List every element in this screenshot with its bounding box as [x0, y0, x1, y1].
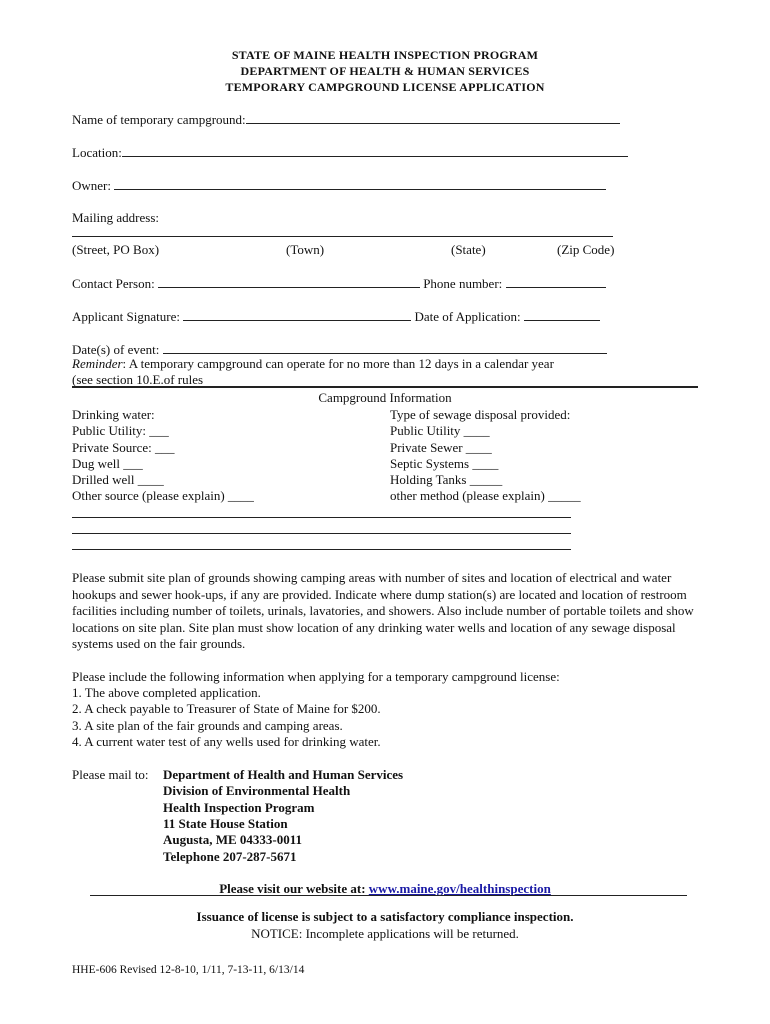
- site-plan-instructions: Please submit site plan of grounds showing camping areas with number of sites and location of electrical and water hookups and sewer hook-ups, if any are provided. Indicate where dump station(s) are located and location of restroom facilities including number of toilets, urinals, lavatories, and showers. Also include number of portable toilets and show locations on site plan. Site plan must show location of any drinking water wells and location of any sewage disposal systems used on the fair grounds.: [72, 570, 694, 651]
- owner-label: Owner:: [72, 178, 111, 193]
- explain-line[interactable]: [72, 533, 571, 534]
- reminder-text: : A temporary campground can operate for no more than 12 days in a calendar year: [122, 356, 554, 371]
- mail-address-line: Department of Health and Human Services: [163, 767, 404, 782]
- sewage-holding-tanks[interactable]: Holding Tanks _____: [390, 472, 503, 487]
- mail-to-label: Please mail to:: [72, 767, 149, 782]
- section-divider: [72, 386, 698, 388]
- location-row: [72, 144, 628, 161]
- drinking-drilled-well[interactable]: Drilled well ____: [72, 472, 164, 487]
- website-link[interactable]: www.maine.gov/healthinspection: [368, 881, 551, 896]
- zip-label: (Zip Code): [557, 242, 615, 257]
- drinking-dug-well[interactable]: Dug well ___: [72, 456, 143, 471]
- drinking-water-label: Drinking water:: [72, 407, 155, 422]
- sewage-public-utility[interactable]: Public Utility ____: [390, 423, 490, 438]
- mail-address-line: Health Inspection Program: [163, 800, 315, 815]
- footer-revision: HHE-606 Revised 12-8-10, 1/11, 7-13-11, 6/13/14: [72, 964, 305, 976]
- explain-line[interactable]: [72, 517, 571, 518]
- reminder-note: (see section 10.E.of rules: [72, 372, 204, 387]
- sewage-septic-systems[interactable]: Septic Systems ____: [390, 456, 499, 471]
- date-of-application-field[interactable]: [524, 308, 600, 321]
- include-item: 4. A current water test of any wells used for drinking water.: [72, 734, 381, 749]
- applicant-signature-label: Applicant Signature:: [72, 309, 180, 324]
- contact-person-field[interactable]: [158, 275, 420, 288]
- dates-of-event-field[interactable]: [163, 341, 607, 354]
- town-label: (Town): [286, 242, 325, 257]
- issuance-notice: Issuance of license is subject to a satisfactory compliance inspection.: [196, 909, 574, 924]
- mailing-address-field[interactable]: [72, 236, 613, 237]
- sewage-other-method[interactable]: other method (please explain) _____: [390, 488, 581, 503]
- campground-name-row: [72, 111, 620, 128]
- drinking-public-utility[interactable]: Public Utility: ___: [72, 423, 169, 438]
- contact-person-label: Contact Person:: [72, 276, 155, 291]
- date-of-application-label: Date of Application:: [414, 309, 521, 324]
- campground-info-title: Campground Information: [318, 390, 452, 405]
- mail-telephone: Telephone 207-287-5671: [163, 849, 297, 864]
- header-line-3: TEMPORARY CAMPGROUND LICENSE APPLICATION: [225, 80, 545, 94]
- applicant-signature-field[interactable]: [183, 308, 411, 321]
- campground-name-label: Name of temporary campground:: [72, 112, 246, 127]
- owner-field[interactable]: [114, 177, 606, 190]
- phone-number-field[interactable]: [506, 275, 606, 288]
- drinking-other-source[interactable]: Other source (please explain) ____: [72, 488, 254, 503]
- street-label: (Street, PO Box): [72, 242, 160, 257]
- campground-name-field[interactable]: [246, 111, 620, 124]
- location-field[interactable]: [122, 144, 628, 157]
- location-label: Location:: [72, 145, 122, 160]
- phone-number-label: Phone number:: [423, 276, 503, 291]
- dates-of-event-label: Date(s) of event:: [72, 342, 160, 357]
- state-label: (State): [451, 242, 486, 257]
- incomplete-notice: NOTICE: Incomplete applications will be returned.: [251, 926, 519, 941]
- sewage-disposal-label: Type of sewage disposal provided:: [390, 407, 571, 422]
- owner-row: [72, 177, 606, 194]
- mail-address-line: 11 State House Station: [163, 816, 288, 831]
- reminder-label: Reminder: [72, 356, 123, 371]
- mail-address-line: Division of Environmental Health: [163, 783, 351, 798]
- mailing-address-label: Mailing address:: [72, 210, 160, 225]
- drinking-private-source[interactable]: Private Source: ___: [72, 440, 175, 455]
- mail-address-line: Augusta, ME 04333-0011: [163, 832, 303, 847]
- website-prefix: Please visit our website at:: [219, 881, 369, 896]
- include-intro: Please include the following information when applying for a temporary campground license:: [72, 669, 560, 684]
- sewage-private-sewer[interactable]: Private Sewer ____: [390, 440, 492, 455]
- website-underline: [90, 895, 687, 896]
- reminder-row: [72, 356, 554, 372]
- header-line-2: DEPARTMENT OF HEALTH & HUMAN SERVICES: [240, 64, 530, 78]
- contact-row: [72, 275, 606, 292]
- include-item: 1. The above completed application.: [72, 685, 261, 700]
- signature-row: [72, 308, 600, 325]
- explain-line[interactable]: [72, 549, 571, 550]
- include-item: 2. A check payable to Treasurer of State of Maine for $200.: [72, 701, 381, 716]
- include-item: 3. A site plan of the fair grounds and camping areas.: [72, 718, 343, 733]
- header-line-1: STATE OF MAINE HEALTH INSPECTION PROGRAM: [231, 48, 539, 62]
